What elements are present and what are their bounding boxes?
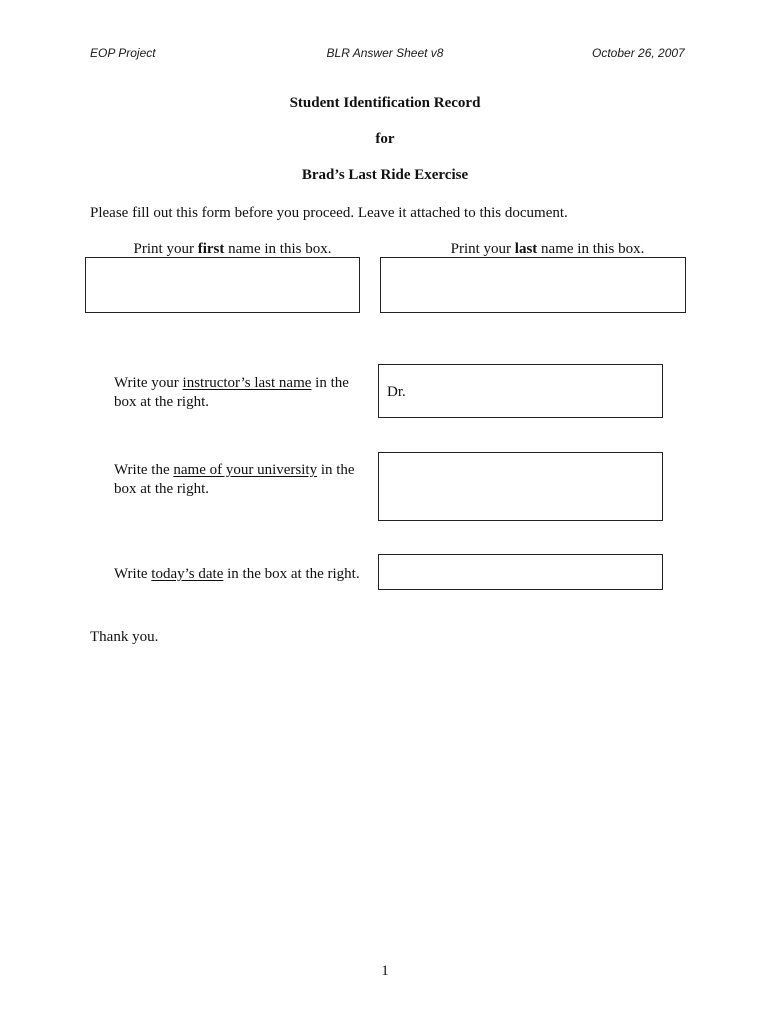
header-sheet-name: BLR Answer Sheet v8: [326, 46, 444, 60]
header-project: EOP Project: [90, 46, 156, 60]
university-prompt: Write the name of your university in the box at the right.: [114, 462, 355, 497]
intro-text: Please fill out this form before you proceed. Leave it attached to this document.: [90, 205, 568, 221]
form-title-for: for: [375, 131, 395, 147]
university-field[interactable]: [378, 452, 663, 521]
first-name-caption: Print your first name in this box.: [133, 241, 332, 257]
form-subtitle: Brad’s Last Ride Exercise: [301, 167, 469, 183]
header-date: October 26, 2007: [592, 46, 685, 60]
date-field[interactable]: [378, 554, 663, 590]
form-title: Student Identification Record: [289, 95, 481, 111]
last-name-field[interactable]: [380, 257, 686, 313]
page-number: 1: [381, 963, 389, 979]
date-prompt: Write today’s date in the box at the right.: [114, 566, 360, 582]
instructor-prompt: Write your instructor’s last name in the box at the right.: [114, 375, 349, 410]
instructor-name-field[interactable]: [378, 364, 663, 418]
closing-text: Thank you.: [90, 629, 159, 645]
last-name-caption: Print your last name in this box.: [450, 241, 645, 257]
first-name-field[interactable]: [85, 257, 360, 313]
instructor-prefix: Dr.: [387, 384, 406, 400]
